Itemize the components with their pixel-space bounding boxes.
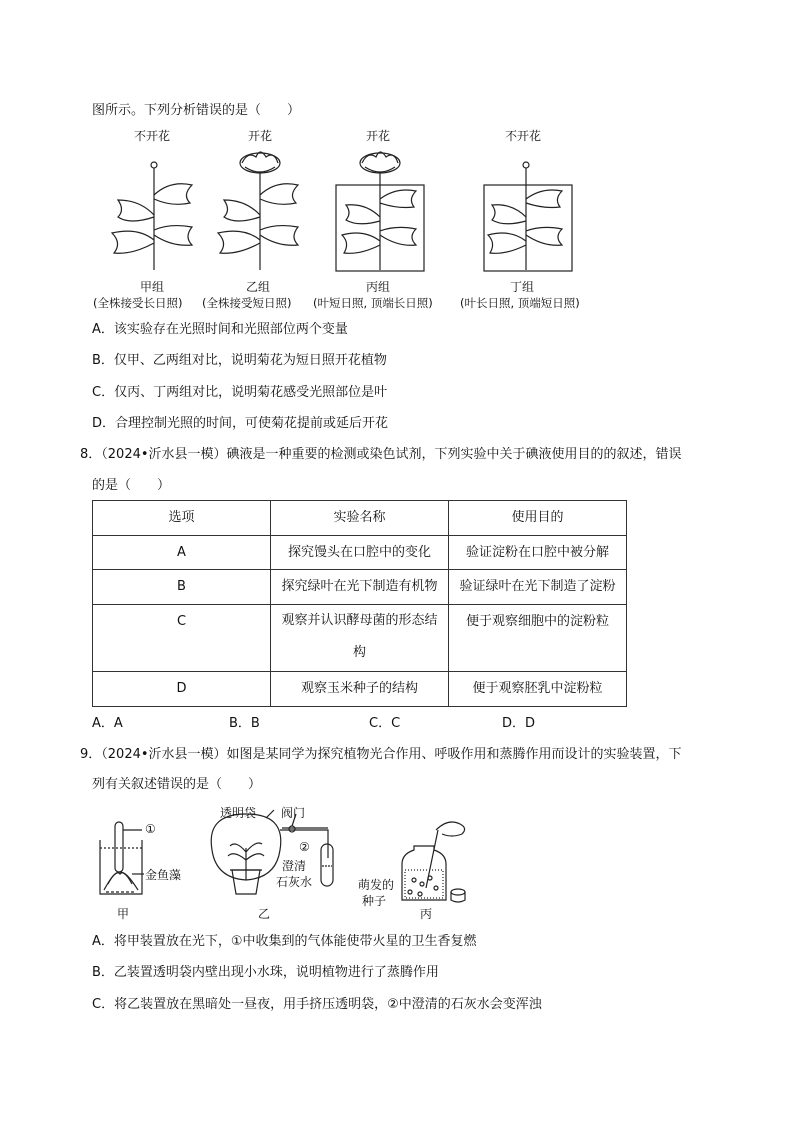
header-option: 选项 [93, 501, 271, 536]
plant-bing [336, 152, 424, 271]
apparatus-jia [100, 822, 144, 894]
row-d-purpose: 便于观察胚乳中淀粉粒 [449, 672, 627, 707]
row-c-experiment-line2: 构 [352, 645, 366, 660]
table-row [93, 536, 627, 570]
plant-4-top-label: 不开花 [505, 129, 542, 143]
label-valve: 阀门 [281, 806, 306, 820]
plant-2-group: 乙组 [246, 280, 271, 294]
label-seeds-line1: 萌发的 [358, 878, 395, 892]
label-circle-2: ② [299, 840, 310, 854]
label-limewater-line1: 澄清 [282, 859, 307, 873]
apparatus-yi [211, 810, 333, 894]
table-row [93, 672, 627, 707]
q9-stem-line1: 9．（2024•沂水县一模）如图是某同学为探究植物光合作用、呼吸作用和蒸腾作用而设计的实验装置，下 [80, 747, 682, 762]
q7-option-a: A．该实验存在光照时间和光照部位两个变量 [92, 322, 348, 337]
plant-4-group: 丁组 [510, 280, 535, 294]
plant-1-group: 甲组 [140, 280, 165, 294]
plant-3-top-label: 开花 [366, 129, 391, 143]
q9-option-a: A．将甲装置放在光下，①中收集到的气体能使带火星的卫生香复燃 [92, 934, 477, 949]
label-limewater-line2: 石灰水 [276, 875, 313, 889]
plant-2-top-label: 开花 [248, 129, 273, 143]
q8-stem-line1: 8．（2024•沂水县一模）碘液是一种重要的检测或染色试剂，下列实验中关于碘液使用目的的叙述，错误 [80, 447, 682, 462]
label-algae: 金鱼藻 [145, 868, 182, 882]
plant-4-condition: (叶长日照, 顶端短日照) [460, 296, 580, 310]
plant-jia [112, 162, 192, 270]
row-d-experiment: 观察玉米种子的结构 [271, 672, 449, 707]
header-experiment: 实验名称 [271, 501, 449, 536]
q8-stem-line2: 的是（ ） [92, 478, 171, 493]
table-row [93, 570, 627, 605]
plant-ding [484, 162, 572, 271]
plant-1-top-label: 不开花 [134, 129, 171, 143]
row-b-purpose: 验证绿叶在光下制造了淀粉 [449, 570, 627, 605]
row-a-experiment: 探究馒头在口腔中的变化 [271, 536, 449, 570]
label-bing: 丙 [420, 907, 433, 921]
table-header-row [93, 501, 627, 536]
q8-table [92, 500, 627, 707]
plant-3-group: 丙组 [366, 280, 391, 294]
label-bag: 透明袋 [220, 806, 257, 820]
label-yi: 乙 [258, 907, 271, 921]
label-circle-1: ① [145, 822, 156, 836]
plant-yi [218, 152, 298, 270]
row-b-option: B [93, 570, 271, 605]
row-c-purpose: 便于观察细胞中的淀粉粒 [449, 605, 627, 672]
q8-answer-b: B．B [229, 716, 260, 731]
row-c-experiment [271, 605, 449, 672]
chrysanthemum-figure [100, 145, 620, 285]
row-c-option: C [93, 605, 271, 672]
label-jia: 甲 [117, 907, 130, 921]
q8-answer-d: D．D [502, 716, 536, 731]
table-row [93, 605, 627, 672]
q9-option-c: C．将乙装置放在黑暗处一昼夜，用手挤压透明袋，②中澄清的石灰水会变浑浊 [92, 997, 542, 1012]
q7-option-b: B．仅甲、乙两组对比，说明菊花为短日照开花植物 [92, 353, 387, 368]
q9-option-b: B．乙装置透明袋内壁出现小水珠，说明植物进行了蒸腾作用 [92, 965, 439, 980]
row-d-option: D [93, 672, 271, 707]
plant-3-condition: (叶短日照, 顶端长日照) [313, 296, 433, 310]
q7-intro: 图所示。下列分析错误的是（ ） [92, 103, 301, 118]
row-a-purpose: 验证淀粉在口腔中被分解 [449, 536, 627, 570]
q7-option-d: D．合理控制光照的时间，可使菊花提前或延后开花 [92, 416, 389, 431]
q9-stem-line2: 列有关叙述错误的是（ ） [92, 777, 262, 792]
row-a-option: A [93, 536, 271, 570]
row-c-experiment-line1: 观察并认识酵母菌的形态结 [281, 613, 438, 628]
header-purpose: 使用目的 [449, 501, 627, 536]
q7-option-c: C．仅丙、丁两组对比，说明菊花感受光照部位是叶 [92, 385, 388, 400]
plant-1-condition: (全株接受长日照) [93, 296, 183, 310]
apparatus-bing [402, 822, 465, 902]
q8-answer-a: A．A [92, 716, 123, 731]
q8-answer-c: C．C [369, 716, 401, 731]
plant-2-condition: (全株接受短日照) [202, 296, 292, 310]
row-b-experiment: 探究绿叶在光下制造有机物 [271, 570, 449, 605]
label-seeds-line2: 种子 [362, 894, 387, 908]
